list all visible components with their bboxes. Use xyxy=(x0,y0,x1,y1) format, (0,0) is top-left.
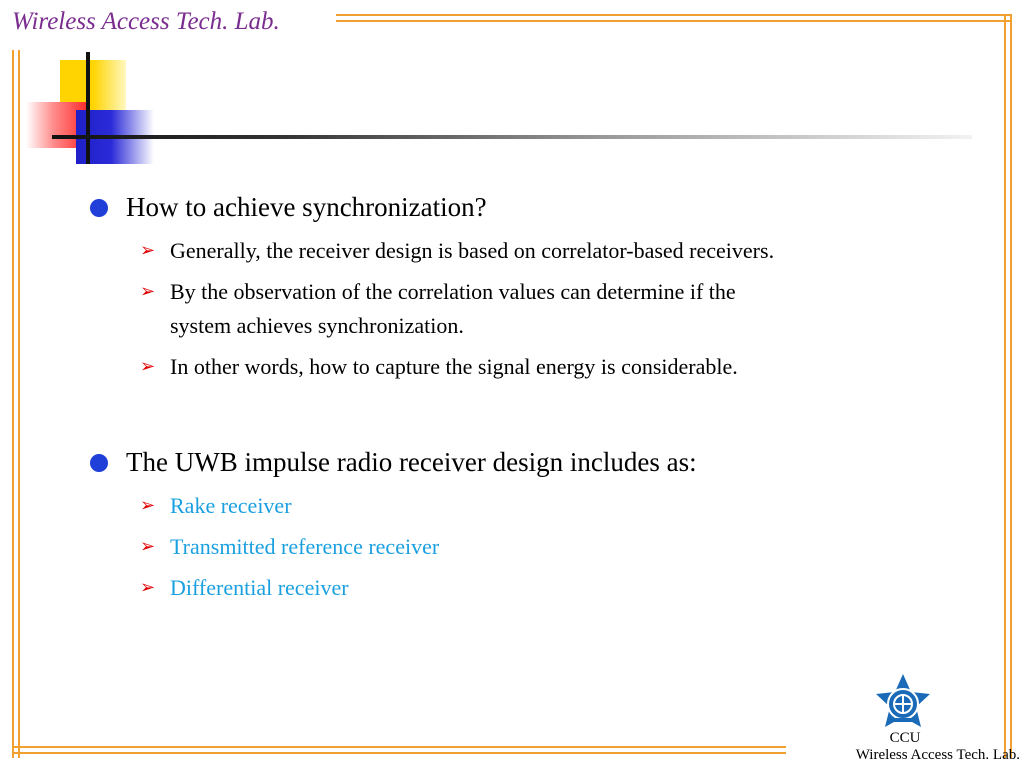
arrowhead-right-icon: ➢ xyxy=(140,495,156,516)
footer-lab: Wireless Access Tech. Lab. xyxy=(855,747,1020,763)
frame-top-border xyxy=(336,14,1012,22)
frame-bottom-border xyxy=(12,746,786,754)
arrowhead-right-icon: ➢ xyxy=(140,536,156,557)
arrowhead-right-icon: ➢ xyxy=(140,240,156,261)
bullet-text: The UWB impulse radio receiver design includes as: xyxy=(126,447,697,477)
rake-receiver-link[interactable]: Rake receiver xyxy=(170,493,292,518)
sub-bullet-text: Generally, the receiver design is based on correlator-based receivers. xyxy=(170,238,775,263)
sub-bullet-text-continued: system achieves synchronization. xyxy=(170,313,464,338)
deco-horizontal-line xyxy=(52,135,972,139)
bullet-dot-icon xyxy=(90,454,108,472)
frame-left-border xyxy=(12,50,20,758)
sub-bullet-text: In other words, how to capture the signal energy is considerable. xyxy=(170,354,738,379)
bullet-dot-icon xyxy=(90,199,108,217)
differential-receiver-link[interactable]: Differential receiver xyxy=(170,575,349,600)
arrowhead-right-icon: ➢ xyxy=(140,356,156,377)
arrowhead-right-icon: ➢ xyxy=(140,577,156,598)
ccu-emblem-icon xyxy=(872,672,934,734)
deco-vertical-line xyxy=(86,52,90,164)
arrowhead-right-icon: ➢ xyxy=(140,281,156,302)
bullet-text: How to achieve synchronization? xyxy=(126,192,487,222)
frame-right-border xyxy=(1004,14,1012,758)
footer-org: CCU xyxy=(889,730,921,746)
sub-bullet-text: By the observation of the correlation values can determine if the xyxy=(170,279,736,304)
header-title: Wireless Access Tech. Lab. xyxy=(12,8,280,35)
transmitted-reference-receiver-link[interactable]: Transmitted reference receiver xyxy=(170,534,440,559)
